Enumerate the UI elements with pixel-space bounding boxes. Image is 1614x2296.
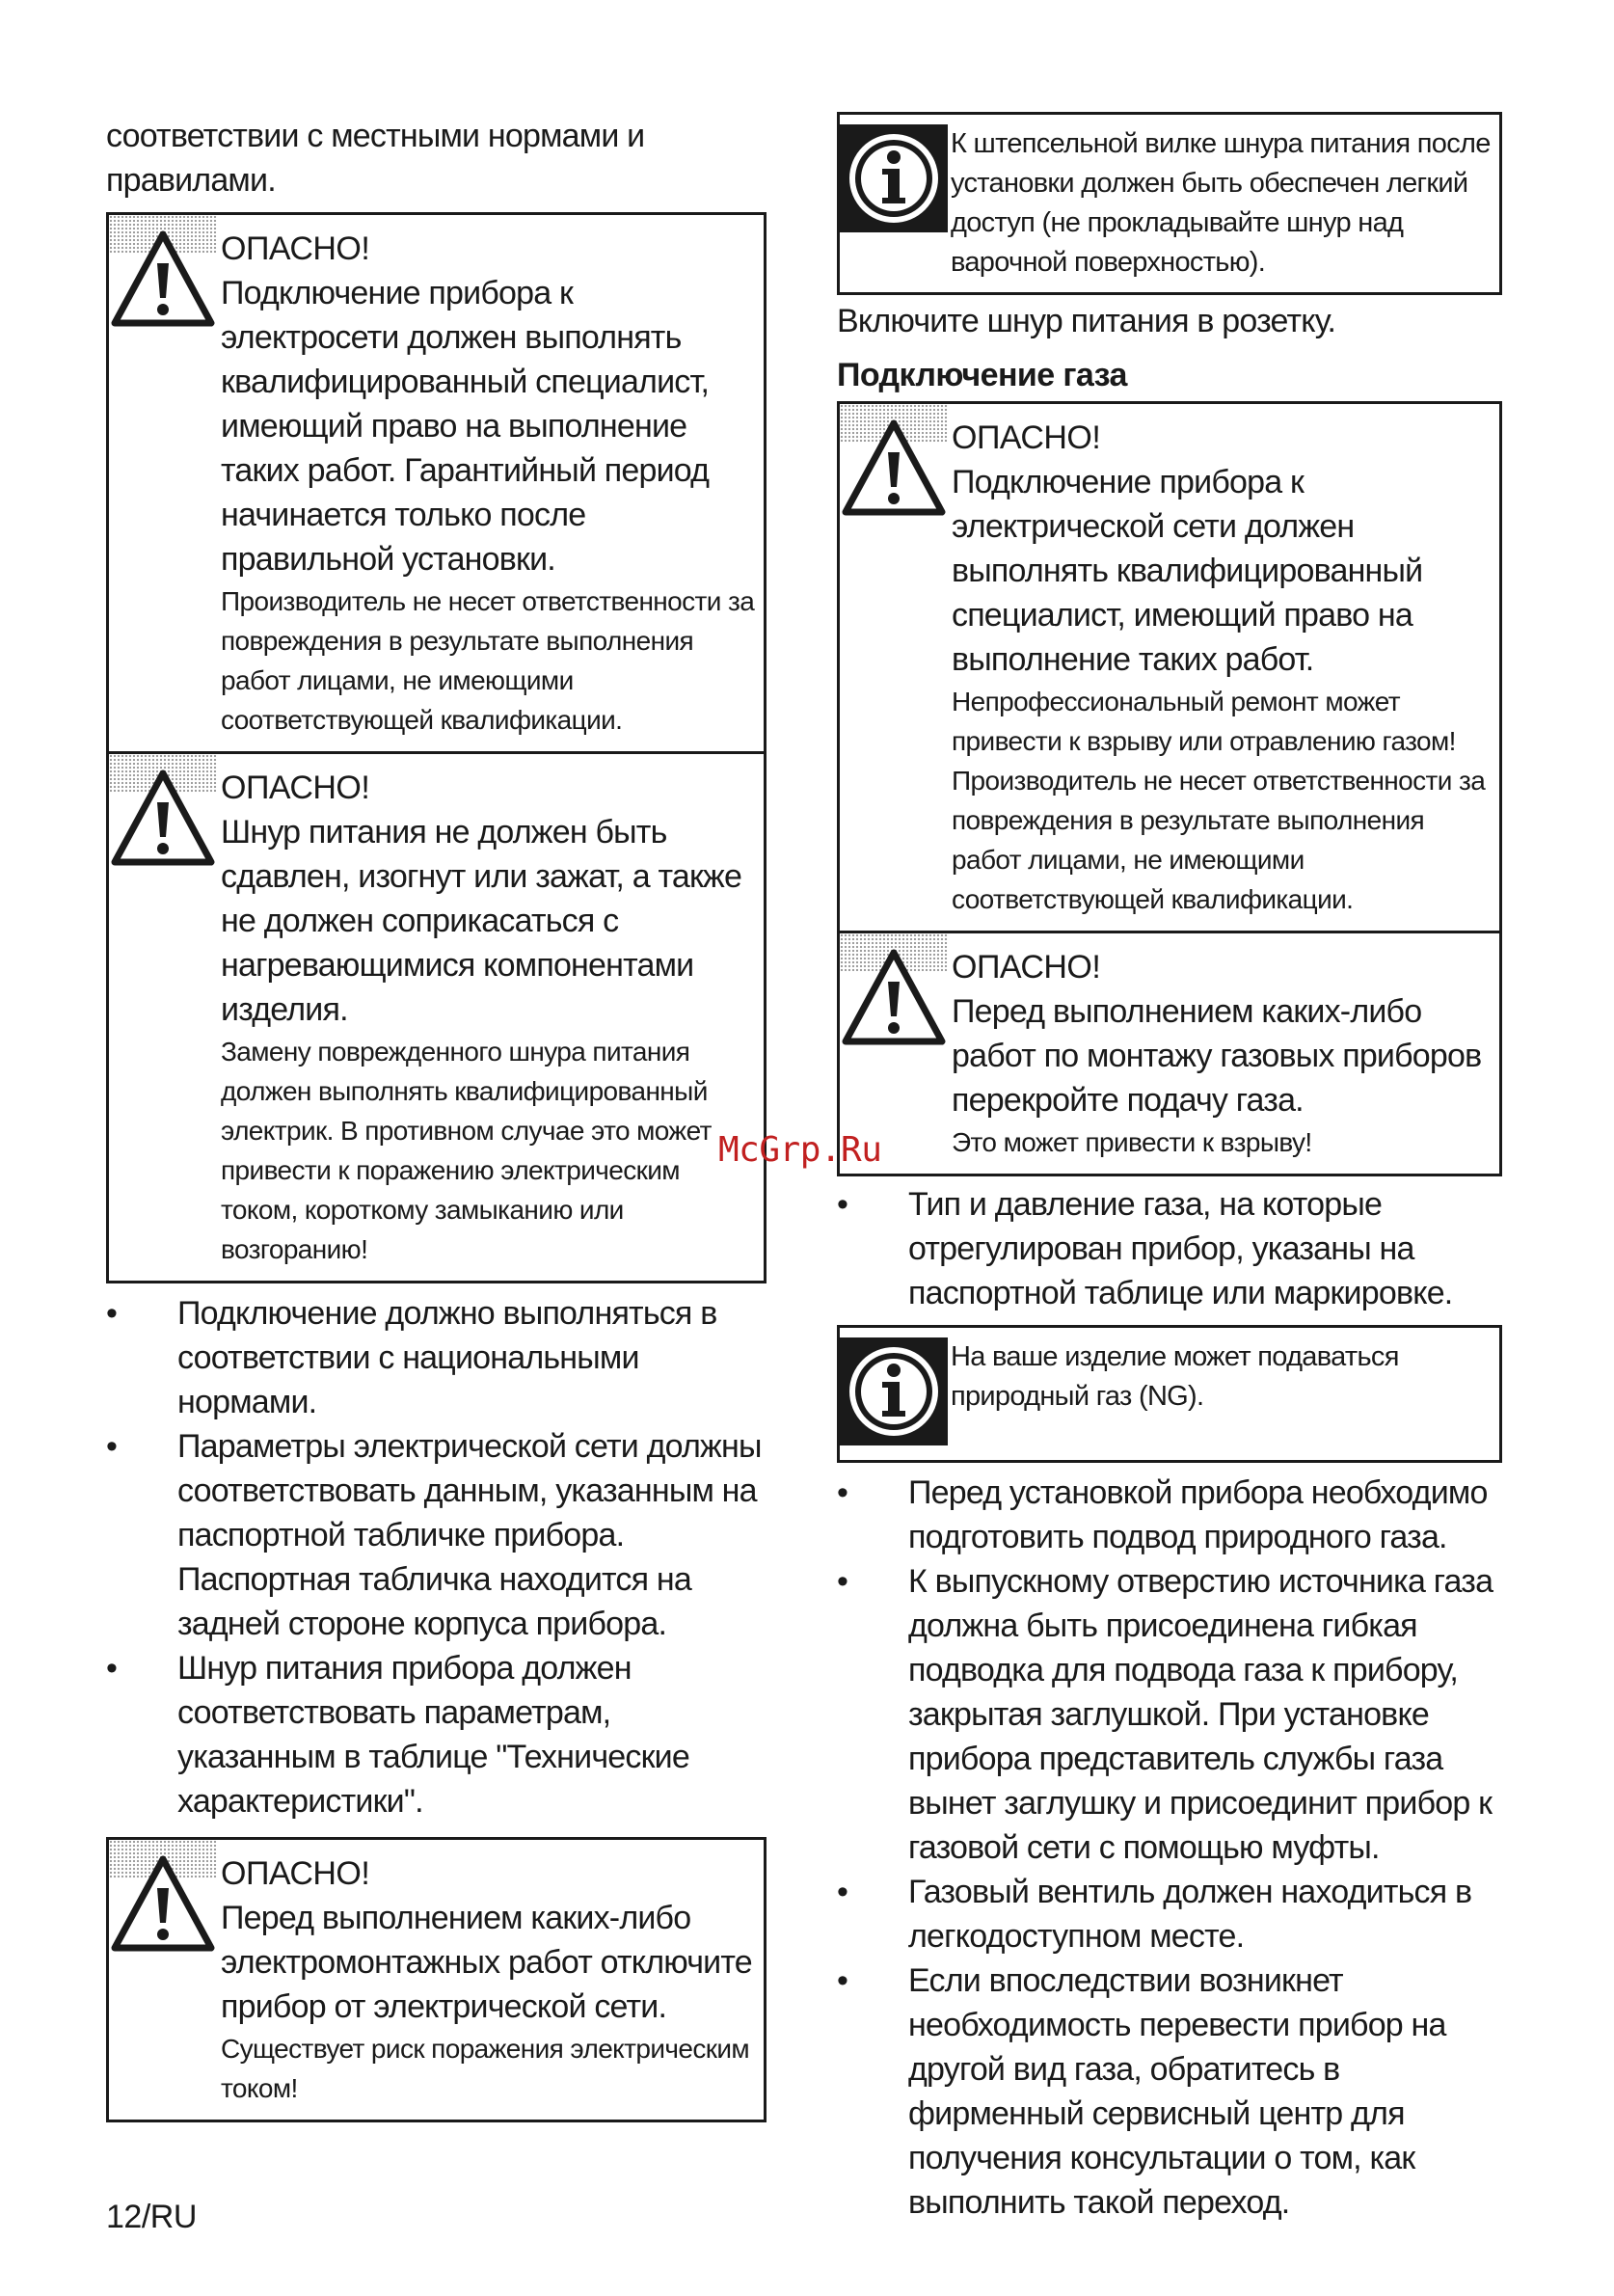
gas-type-bullet: [837, 1182, 1502, 1315]
page-number: 12/RU: [106, 2199, 197, 2235]
warning-box: [109, 215, 764, 751]
warning-triangle-icon: [840, 416, 952, 919]
list-item: • Параметры электрической сети должны соответствовать данным, указанным на паспортной табличке прибора. Паспортная табличка находится на задней стороне корпуса прибора.: [106, 1428, 762, 1642]
warning-sub-text: Это может привести к взрыву!: [952, 1127, 1312, 1157]
electric-bullet-list: [106, 1291, 767, 1823]
gas-bullet-list: [837, 1471, 1502, 2225]
warning-triangle-icon: [109, 1851, 221, 2108]
list-item: • Газовый вентиль должен находиться в легкодоступном месте.: [837, 1874, 1472, 1955]
warning-box: [840, 931, 1499, 1174]
plug-in-text: Включите шнур питания в розетку.: [837, 303, 1336, 339]
info-box-gas: [837, 1325, 1502, 1463]
info-icon: [840, 124, 951, 283]
left-column: [106, 114, 767, 2122]
list-item: • Шнур питания прибора должен соответствовать параметрам, указанным в таблице "Технические характеристики".: [106, 1650, 689, 1820]
warning-box: [840, 404, 1499, 931]
warning-title: ОПАСНО!: [221, 230, 370, 267]
info-text: На ваше изделие может подаваться природный газ (NG).: [951, 1341, 1399, 1412]
warning-title: ОПАСНО!: [952, 419, 1101, 456]
warning-main-text: Подключение прибора к электросети должен выполнять квалифицированный специалист, имеющий право на выполнение таких работ. Гарантийный период начинается только после правильной установки.: [221, 275, 710, 578]
warning-sub-text-2: Производитель не несет ответственности за повреждения в результате выполнения работ лицами, не имеющими соответствующей квалификации.: [952, 766, 1486, 914]
gas-connection-heading: Подключение газа: [837, 357, 1127, 393]
intro-text: соответствии с местными нормами и правилами.: [106, 118, 645, 199]
warning-group-disconnect: [106, 1837, 767, 2122]
warning-sub-text: Непрофессиональный ремонт может привести к взрыву или отравлению газом!: [952, 687, 1456, 756]
info-icon: [840, 1337, 951, 1450]
list-item: • Если впоследствии возникнет необходимость перевести прибор на другой вид газа, обратитесь в фирменный сервисный центр для получения консультации о том, как выполнить такой переход.: [837, 1962, 1446, 2221]
right-column: [837, 112, 1502, 2225]
warning-title: ОПАСНО!: [952, 949, 1101, 986]
warning-main-text: Перед выполнением каких-либо работ по монтажу газовых приборов перекройте подачу газа.: [952, 993, 1482, 1119]
watermark: McGrp.Ru: [718, 1130, 882, 1170]
warning-triangle-icon: [109, 227, 221, 740]
warning-sub-text: Замену поврежденного шнура питания должен выполнять квалифицированный электрик. В противном случае это может привести к поражению электрическим током, короткому замыканию или возгоранию!: [221, 1037, 712, 1264]
warning-sub-text: Существует риск поражения электрическим током!: [221, 2034, 750, 2103]
warning-main-text: Шнур питания не должен быть сдавлен, изогнут или зажат, а также не должен соприкасаться с нагревающимися компонентами изделия.: [221, 814, 742, 1028]
warning-box: [109, 1840, 764, 2120]
warning-title: ОПАСНО!: [221, 770, 370, 806]
warning-group-gas: [837, 401, 1502, 1176]
warning-group-electric: [106, 212, 767, 1283]
list-item: • К выпускному отверстию источника газа должна быть присоединена гибкая подводка для подвода газа к прибору, закрытая заглушкой. При установке прибора представитель службы газа вынет заглушку и присоединит прибор к газовой сети с помощью муфты.: [837, 1563, 1493, 1866]
warning-box: [109, 751, 764, 1281]
warning-main-text: Подключение прибора к электрической сети должен выполнять квалифицированный специалист, имеющий право на выполнение таких работ.: [952, 464, 1423, 678]
info-box-plug: [837, 112, 1502, 295]
warning-triangle-icon: [109, 766, 221, 1269]
warning-main-text: Перед выполнением каких-либо электромонтажных работ отключите прибор от электрической сети.: [221, 1900, 752, 2025]
list-item: • Тип и давление газа, на которые отрегулирован прибор, указаны на паспортной таблице или маркировке.: [837, 1186, 1453, 1311]
list-item: • Подключение должно выполняться в соответствии с национальными нормами.: [106, 1295, 717, 1420]
info-text: К штепсельной вилке шнура питания после установки должен быть обеспечен легкий доступ (не прокладывайте шнур над варочной поверхностью).: [951, 128, 1491, 278]
warning-title: ОПАСНО!: [221, 1855, 370, 1892]
warning-sub-text: Производитель не несет ответственности за повреждения в результате выполнения работ лицами, не имеющими соответствующей квалификации.: [221, 586, 755, 735]
list-item: • Перед установкой прибора необходимо подготовить подвод природного газа.: [837, 1474, 1488, 1555]
